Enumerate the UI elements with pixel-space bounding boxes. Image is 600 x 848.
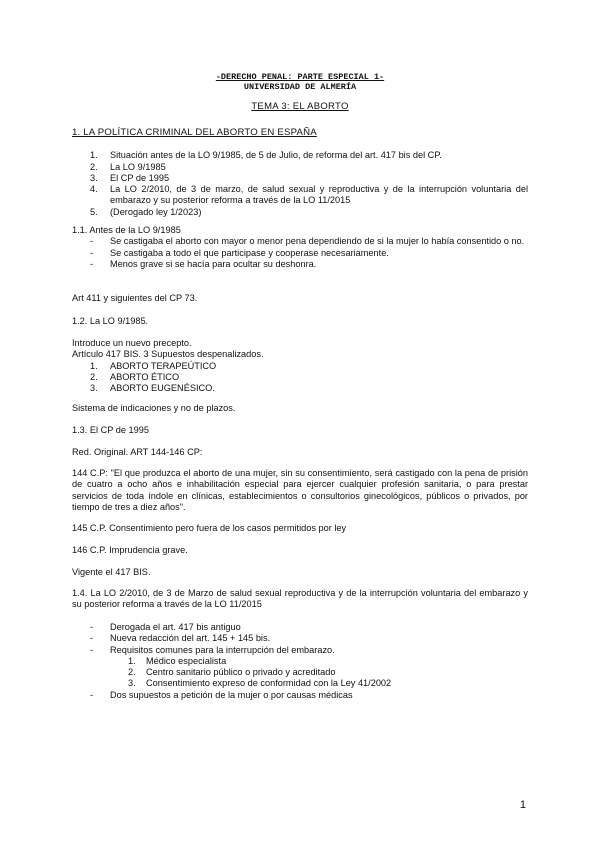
section-1-1-note: Art 411 y siguientes del CP 73.: [72, 293, 198, 303]
section-1-1-heading: 1.1. Antes de la LO 9/1985: [72, 225, 181, 235]
section-1-list: [72, 150, 528, 218]
section-1-2-note: Sistema de indicaciones y no de plazos.: [72, 403, 236, 413]
section-1-2: [72, 338, 528, 394]
list-item: 1. Médico especialista: [128, 655, 227, 666]
section-1-3-p3: 145 C.P. Consentimiento pero fuera de los casos permitidos por ley: [72, 523, 347, 533]
list-item: - Requisitos comunes para la interrupción del embarazo.: [90, 644, 335, 655]
section-1-4: [72, 622, 528, 701]
section-1-2-heading: 1.2. La LO 9/1985.: [72, 316, 149, 326]
section-1-3-heading: 1.3. El CP de 1995: [72, 425, 149, 435]
list-item: 3. El CP de 1995: [90, 172, 170, 183]
section-1-2-article: Artículo 417 BIS. 3 Supuestos despenalizados.: [72, 349, 264, 360]
section-1-heading: 1. LA POLÍTICA CRIMINAL DEL ABORTO EN ESPAÑA: [72, 127, 317, 138]
section-1-1: [72, 225, 528, 270]
list-item: 2. ABORTO ÉTICO: [90, 371, 180, 382]
section-1: [72, 127, 528, 218]
section-1-3-p5: Vigente el 417 BIS.: [72, 567, 151, 577]
list-item: 1. Situación antes de la LO 9/1985, de 5 de Julio, de reforma del art. 417 bis del CP.: [90, 150, 442, 161]
list-item: 1. ABORTO TERAPEÚTICO: [90, 360, 217, 371]
section-1-4-sublist: [72, 656, 528, 690]
section-1-4-list-last: [72, 690, 528, 701]
university-name: UNIVERSIDAD DE ALMERÍA: [243, 82, 357, 92]
list-item: - Menos grave si se hacía para ocultar su deshonra.: [90, 258, 317, 269]
section-1-4-list: [72, 622, 528, 656]
list-item: - Dos supuestos a petición de la mujer o por causas médicas: [90, 689, 353, 700]
list-item: 2. La LO 9/1985: [90, 161, 166, 172]
topic-title: TEMA 3: EL ABORTO: [251, 101, 349, 112]
list-item: 5. (Derogado ley 1/2023): [90, 206, 202, 217]
list-item: 3. ABORTO EUGENÉSICO.: [90, 383, 215, 394]
list-item: - Nueva redacción del art. 145 + 145 bis.: [90, 633, 271, 644]
list-item: - Se castigaba el aborto con mayor o menor pena dependiendo de si la mujer lo había consentido o no.: [90, 236, 525, 247]
section-1-2-intro: Introduce un nuevo precepto.: [72, 338, 192, 348]
section-1-3-p4: 146 C.P. Imprudencia grave.: [72, 545, 188, 555]
section-1-4-heading: 1.4. La LO 2/2010, de 3 de Marzo de salud sexual reproductiva y de la interrupción voluntaria del embarazo y su posterior reforma a través de la LO 11/2015: [72, 588, 528, 610]
section-1-2-list: [72, 361, 528, 395]
list-item: - Derogada el art. 417 bis antiguo: [90, 622, 241, 632]
list-item: - Se castigaba a todo el que participase y cooperase necesariamente.: [90, 247, 389, 258]
section-1-3-p2: 144 C.P: "El que produzca el aborto de una mujer, sin su consentimiento, será castigado con la pena de prisión de cuatro a ocho años e inhabilitación especial para ejercer cualquier profesión sanitaria, o para prestar servicios de toda índole en clínicas, establecimientos o consultorios ginecológicos, públicos o privados, por tiempo de tres a diez años".: [72, 468, 528, 512]
list-item: 4. La LO 2/2010, de 3 de marzo, de salud sexual y reproductiva y de la interrupción voluntaria del embarazo y su posterior reforma a través de la LO 11/2015: [90, 184, 528, 206]
course-title: -DERECHO PENAL: PARTE ESPECIAL 1-: [215, 72, 385, 82]
list-item: 3. Consentimiento expreso de conformidad con la Ley 41/2002: [128, 678, 392, 689]
page-number: 1: [519, 799, 526, 811]
list-item: 2. Centro sanitario público o privado y acreditado: [128, 667, 336, 678]
section-1-3-p1: Red. Original. ART 144-146 CP:: [72, 447, 203, 457]
section-1-1-list: [72, 236, 528, 270]
